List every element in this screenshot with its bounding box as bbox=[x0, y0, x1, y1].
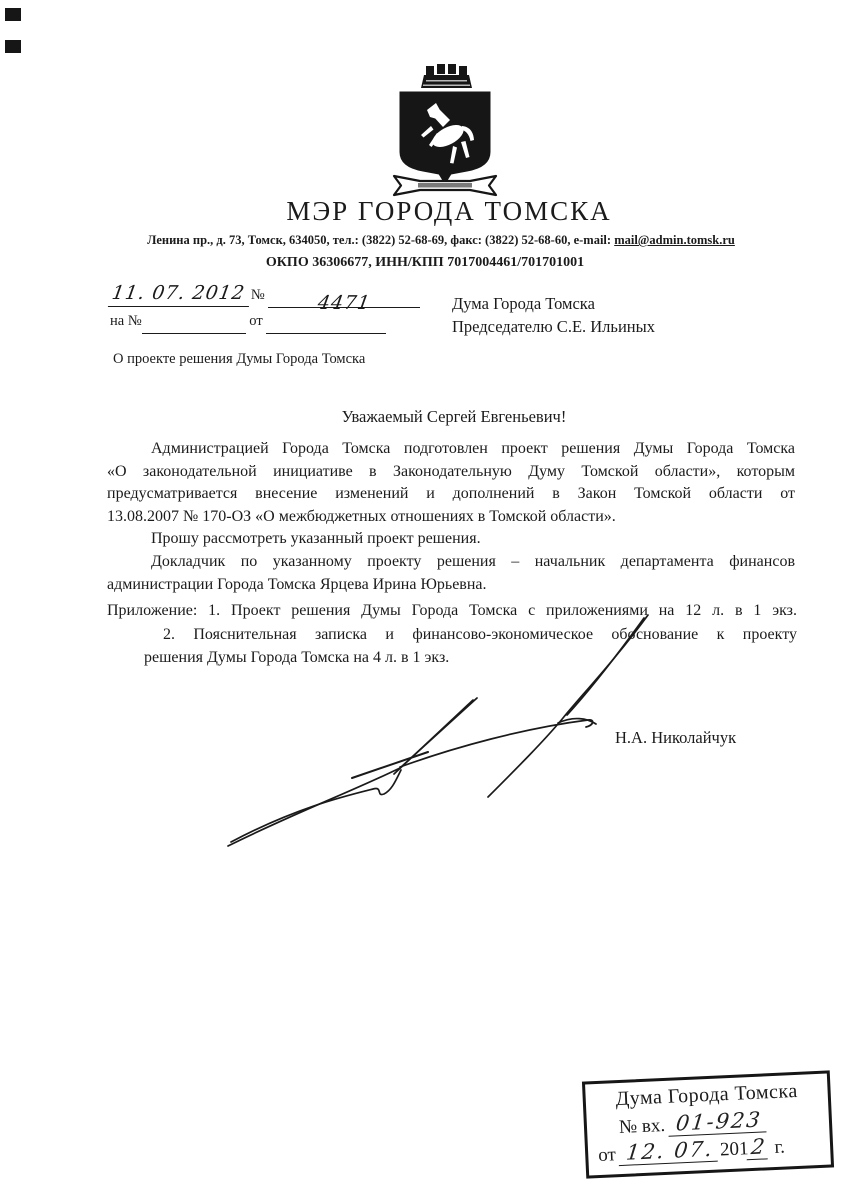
body-line: предусматривается внесение изменений и дополнений в Закон Томской области от bbox=[107, 485, 795, 503]
attachment-line: решения Думы Города Томска на 4 л. в 1 экз. bbox=[144, 649, 450, 666]
reply-number-blank bbox=[142, 316, 246, 334]
body-line: Докладчик по указанному проекту решения – начальник департамента финансов bbox=[151, 552, 795, 570]
scan-mark bbox=[5, 8, 21, 21]
body-text bbox=[107, 438, 795, 596]
body-line: 13.08.2007 № 170-ОЗ «О межбюджетных отношениях в Томской области». bbox=[107, 507, 616, 525]
addressee-line-1: Дума Города Томска bbox=[452, 294, 595, 313]
date-handwritten: 11. 07. 2012 bbox=[108, 280, 253, 307]
number-sign: № bbox=[250, 287, 265, 303]
ref-row-2 bbox=[110, 308, 420, 334]
reference-block bbox=[110, 280, 420, 334]
stamp-incoming-number: 01-923 bbox=[668, 1107, 769, 1137]
contact-text: Ленина пр., д. 73, Томск, 634050, тел.: (3822) 52-68-69, факс: (3822) 52-68-60, e-mail: bbox=[147, 233, 615, 247]
outgoing-number-cell bbox=[268, 290, 420, 314]
salutation: Уважаемый Сергей Евгеньевич! bbox=[341, 407, 567, 426]
stamp-year-suffix: г. bbox=[774, 1136, 786, 1158]
body-line: Администрацией Города Томска подготовлен проект решения Думы Города Томска bbox=[151, 440, 795, 457]
body-line: Прошу рассмотреть указанный проект решения. bbox=[151, 530, 481, 548]
ref-row-1 bbox=[110, 280, 420, 314]
stamp-org: Дума Города Томска bbox=[615, 1079, 799, 1111]
contact-line bbox=[16, 233, 850, 248]
tomsk-coat-of-arms-icon bbox=[390, 64, 500, 198]
attachment-line: 2. Пояснительная записка и финансово-экономическое обоснование к проекту bbox=[163, 625, 797, 643]
handwritten-signature bbox=[195, 600, 665, 862]
codes-line: ОКПО 36306677, ИНН/КПП 7017004461/701701001 bbox=[265, 255, 585, 270]
email-text: mail@admin.tomsk.ru bbox=[614, 233, 735, 247]
org-title: МЭР ГОРОДА ТОМСКА bbox=[286, 196, 612, 226]
stamp-year-digit: 2 bbox=[747, 1134, 771, 1160]
scan-mark bbox=[5, 40, 21, 53]
incoming-stamp bbox=[582, 1070, 834, 1178]
addressee-block bbox=[452, 292, 655, 338]
reply-date-blank bbox=[266, 316, 386, 334]
subject-line: О проекте решения Думы Города Томска bbox=[113, 351, 366, 367]
attachment-line: Приложение: 1. Проект решения Думы Города Томска с приложениями на 12 л. в 1 экз. bbox=[107, 602, 797, 619]
stamp-year-printed: 201 bbox=[719, 1138, 749, 1161]
body-line: администрации Города Томска Ярцева Ирина Юрьевна. bbox=[107, 575, 487, 593]
signer-name: Н.А. Николайчук bbox=[615, 728, 737, 747]
reply-from-label: от bbox=[249, 313, 263, 329]
reply-label: на № bbox=[110, 313, 142, 329]
stamp-date-day-month: 12. 07. bbox=[619, 1136, 721, 1166]
body-line: «О законодательной инициативе в Законодательную Думу Томской области», которым bbox=[107, 462, 795, 480]
addressee-line-2: Председателю С.Е. Ильиных bbox=[452, 317, 655, 336]
number-handwritten: 4471 bbox=[316, 292, 373, 314]
stamp-incoming-label: № вх. bbox=[618, 1114, 666, 1139]
stamp-date-label: от bbox=[597, 1144, 617, 1166]
